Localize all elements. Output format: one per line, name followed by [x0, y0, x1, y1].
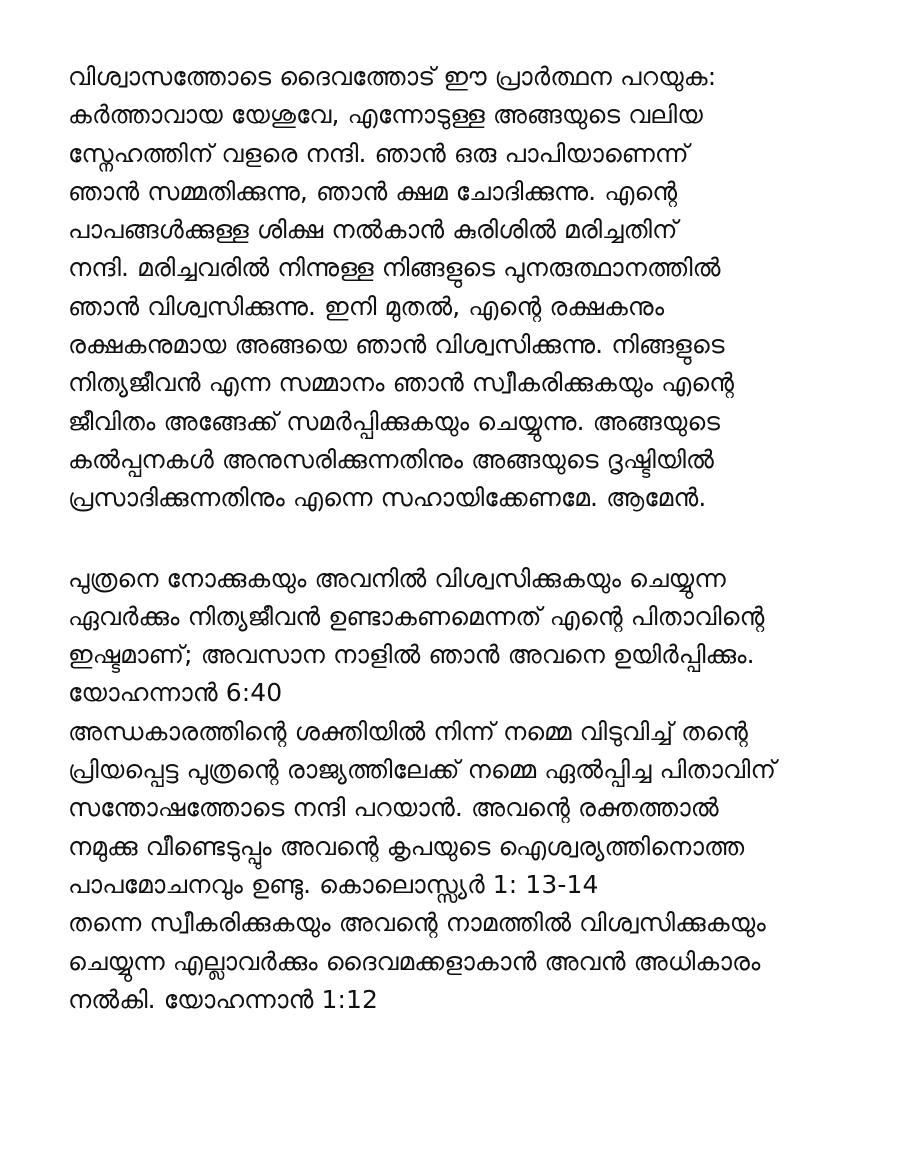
verse-line: നമുക്കു വീണ്ടെടുപ്പും അവന്റെ കൃപയുടെ ഐശ്വര്യത്തിനൊത്ത — [68, 831, 745, 861]
prayer-line: പാപങ്ങൾക്കുള്ള ശിക്ഷ നൽകാൻ കുരിശിൽ മരിച്ചതിന് — [68, 215, 678, 245]
verse-line: ചെയ്യുന്ന എല്ലാവർക്കും ദൈവമക്കളാകാൻ അവൻ അധികാരം — [68, 946, 761, 976]
prayer-line: ജീവിതം അങ്ങേക്ക് സമർപ്പിക്കുകയും ചെയ്യുന്നു. അങ്ങയുടെ — [68, 406, 721, 436]
verse-line: ഇഷ്ടമാണ്; അവസാന നാളിൽ ഞാൻ അവനെ ഉയിർപ്പിക്കും. — [68, 640, 755, 670]
prayer-line: നിത്യജീവൻ എന്ന സമ്മാനം ഞാൻ സ്വീകരിക്കുകയും എന്റെ — [68, 368, 735, 398]
verses-paragraph — [68, 560, 858, 1020]
verse-line: ഏവർക്കും നിത്യജീവൻ ഉണ്ടാകണമെന്നത് എന്റെ പിതാവിന്റെ — [68, 601, 765, 631]
verse-line: തന്നെ സ്വീകരിക്കുകയും അവന്റെ നാമത്തിൽ വിശ്വസിക്കുകയും — [68, 908, 766, 938]
prayer-line: ഞാൻ വിശ്വസിക്കുന്നു. ഇനി മുതൽ, എന്റെ രക്ഷകനും — [68, 291, 665, 321]
verse-line: അന്ധകാരത്തിന്റെ ശക്തിയിൽ നിന്ന് നമ്മെ വിടുവിച്ച് തന്റെ — [68, 716, 748, 746]
prayer-line: നന്ദി. മരിച്ചവരിൽ നിന്നുള്ള നിങ്ങളുടെ പുനരുത്ഥാനത്തിൽ — [68, 253, 721, 283]
document-page — [68, 58, 858, 1019]
verse-line: സന്തോഷത്തോടെ നന്ദി പറയാൻ. അവന്റെ രക്തത്താൽ — [68, 793, 719, 823]
verse-line: പ്രിയപ്പെട്ട പുത്രന്റെ രാജ്യത്തിലേക്ക് നമ്മെ ഏൽപ്പിച്ച പിതാവിന് — [68, 755, 777, 785]
prayer-line: രക്ഷകനുമായ അങ്ങയെ ഞാൻ വിശ്വസിക്കുന്നു. നിങ്ങളുടെ — [68, 330, 725, 360]
prayer-line: വിശ്വാസത്തോടെ ദൈവത്തോട് ഈ പ്രാർത്ഥന പറയുക: — [68, 62, 717, 91]
prayer-line: പ്രസാദിക്കുന്നതിനും എന്നെ സഹായിക്കേണമേ. ആമേൻ. — [68, 483, 707, 513]
prayer-line: ഞാൻ സമ്മതിക്കുന്നു, ഞാൻ ക്ഷമ ചോദിക്കുന്നു. എന്റെ — [68, 176, 678, 206]
prayer-line: കർത്താവായ യേശുവേ, എന്നോടുള്ള അങ്ങയുടെ വലിയ — [68, 100, 703, 130]
paragraph-spacer — [68, 518, 858, 560]
verse-line: പാപമോചനവും ഉണ്ടു. കൊലൊസ്സ്യർ 1: 13-14 — [68, 869, 599, 899]
prayer-paragraph — [68, 58, 858, 518]
prayer-line: സ്നേഹത്തിന് വളരെ നന്ദി. ഞാൻ ഒരു പാപിയാണെന്ന് — [68, 138, 689, 168]
prayer-line: കൽപ്പനകൾ അനുസരിക്കുന്നതിനും അങ്ങയുടെ ദൃഷ്ടിയിൽ — [68, 444, 714, 474]
verse-reference: യോഹന്നാൻ 6:40 — [68, 678, 283, 708]
verse-line: പുത്രനെ നോക്കുകയും അവനിൽ വിശ്വസിക്കുകയും ചെയ്യുന്ന — [68, 563, 726, 593]
verse-line: നൽകി. യോഹന്നാൻ 1:12 — [68, 984, 378, 1014]
